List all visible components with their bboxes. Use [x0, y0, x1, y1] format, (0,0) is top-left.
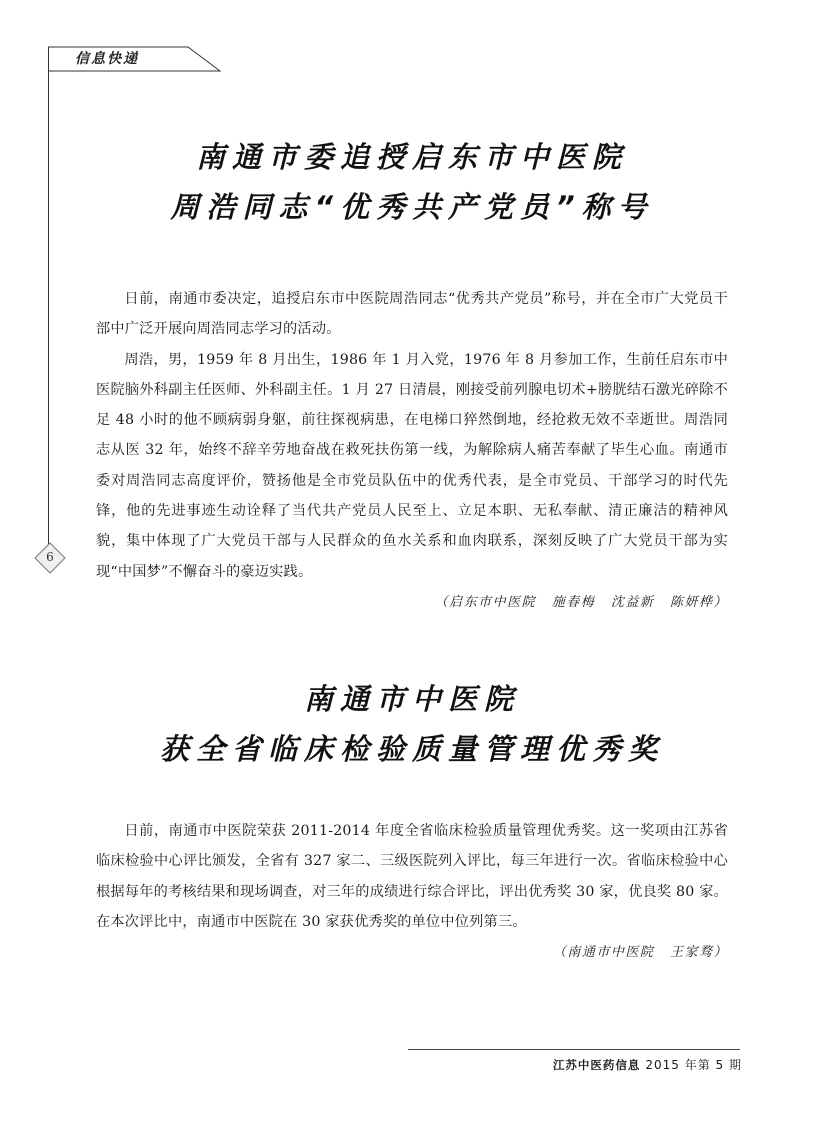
article-2-title-line2: 获全省临床检验质量管理优秀奖	[159, 732, 664, 766]
page-number-badge	[33, 541, 67, 575]
article-2-credit: （南通市中医院 王家骛）	[552, 945, 728, 961]
article-1-credit: （启东市中医院 施春梅 沈益新 陈妍桦）	[434, 594, 728, 610]
article-1-paragraph-2: 周浩，男，1959 年 8 月出生，1986 年 1 月入党，1976 年 8 月参加工作，生前任启东市中医院脑外科副主任医师、外科副主任。1 月 27 日清晨，刚接受前列腺电切术+膀胱结石激光碎除不足 48 小时的他不顾病弱身躯，前往探视病患，在电梯口猝然倒地，经抢救无效不幸逝世。周浩同志从医 32 年，始终不辞辛劳地奋战在救死扶伤第一线，为解除病人痛苦奉献了毕生心血。南通市委对周浩同志高度评价，赞扬他是全市党员队伍中的优秀代表，是全市党员、干部学习的时代先锋，他的先进事迹生动诠释了当代共产党员人民至上、立足本职、无私奉献、清正廉洁的精神风貌，集中体现了广大党员干部与人民群众的鱼水关系和血肉联系，深刻反映了广大党员干部为实现“中国梦”不懈奋斗的豪迈实践。	[96, 351, 728, 580]
article-2-title-line1: 南通市中医院	[303, 682, 520, 716]
article-1-title-line2: 周浩同志“优秀共产党员”称号	[170, 190, 654, 224]
section-label: 信息快递	[75, 51, 139, 67]
article-1-title	[96, 132, 728, 232]
footer-issue: 2015 年第 5 期	[645, 1058, 742, 1072]
footer-rule	[408, 1049, 740, 1050]
article-2-paragraph-1: 日前，南通市中医院荣获 2011-2014 年度全省临床检验质量管理优秀奖。这一奖项由江苏省临床检验中心评比颁发，全省有 327 家二、三级医院列入评比，每三年进行一次。省临床检验中心根据每年的考核结果和现场调查，对三年的成绩进行综合评比，评出优秀奖 30 家，优良奖 80 家。在本次评比中，南通市中医院在 30 家获优秀奖的单位中位列第三。	[96, 823, 728, 930]
article-1	[96, 132, 728, 610]
left-margin-rule	[47, 70, 51, 570]
article-1-paragraph-1: 日前，南通市委决定，追授启东市中医院周浩同志“优秀共产党员”称号，并在全市广大党员干部中广泛开展向周浩同志学习的活动。	[96, 291, 728, 338]
section-header-tab	[48, 46, 220, 72]
page-number: 6	[46, 550, 54, 564]
article-2	[96, 674, 728, 960]
article-2-title	[96, 674, 728, 774]
article-1-title-line1: 南通市委追授启东市中医院	[195, 140, 628, 174]
footer-publication: 江苏中医药信息	[552, 1058, 641, 1072]
footer	[420, 1056, 742, 1073]
